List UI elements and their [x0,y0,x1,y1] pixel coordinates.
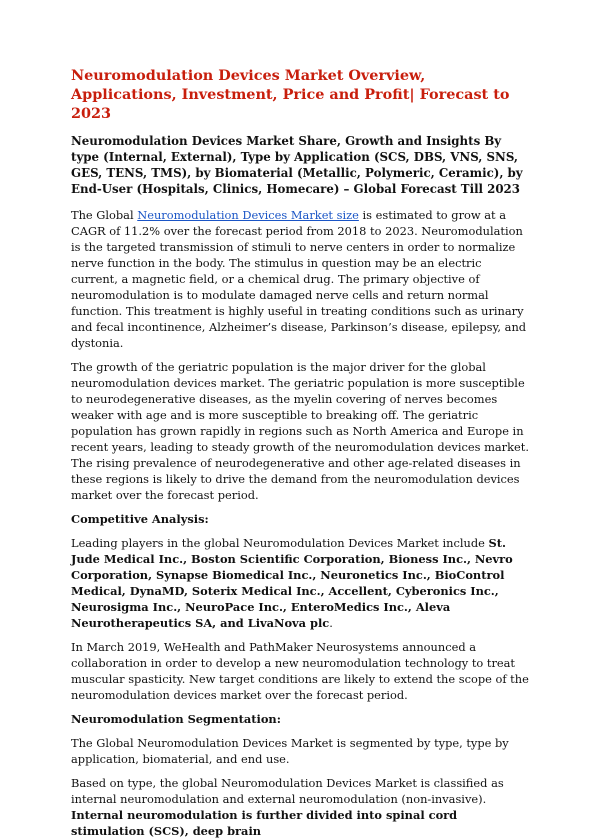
growth-paragraph: The growth of the geriatric population is the major driver for the global neuromodulation devices market. The geriatric population is more susceptible to neurodegenerative diseases, as the myelin covering of nerves becomes weaker with age and is more susceptible to breaking off. The geriatric population has grown rapidly in regions such as North America and Europe in recent years, leading to steady growth of the neuromodulation devices market. The rising prevalence of neurodegenerative and other age-related diseases in these regions is likely to drive the demand from the neuromodulation devices market over the forecast period. [71,360,529,502]
intro-text-before: The Global [71,208,138,222]
intro-text-after: is estimated to grow at a CAGR of 11.2% over the forecast period from 2018 to 2023. Neuromodulation is the targeted transmission of stimuli to nerve centers in order to normalize nerve function in the body. The stimulus in question may be an electric current, a magnetic field, or a chemical drug. The primary objective of neuromodulation is to modulate damaged nerve cells and return normal function. This treatment is highly useful in treating conditions such as urinary and fecal incontinence, Alzheimer’s disease, Parkinson’s disease, epilepsy, and dystonia. [71,208,527,350]
type-text-before: Based on type, the global Neuromodulation Devices Market is classified as internal neuromodulation and external neuromodulation (non-invasive). [71,776,504,806]
collaboration-paragraph: In March 2019, WeHealth and PathMaker Neurosystems announced a collaboration in order to develop a new neuromodulation technology to treat muscular spasticity. New target conditions are likely to extend the scope of the neuromodulation devices market over the forecast period. [71,640,529,702]
document-title: Neuromodulation Devices Market Overview, Applications, Investment, Price and Profit| Forecast to 2023 [71,67,510,122]
segmentation-heading: Neuromodulation Segmentation: [71,712,281,726]
document-subtitle: Neuromodulation Devices Market Share, Growth and Insights By type (Internal, External), Type by Application (SCS, DBS, VNS, SNS, GES, TENS, TMS), by Biomaterial (Metallic, Polymeric, Ceramic), by End-User (Hospitals, Clinics, Homecare) – Global Forecast Till 2023 [71,134,523,196]
players-text-after: . [329,616,333,630]
players-text-before: Leading players in the global Neuromodulation Devices Market include [71,536,489,550]
type-text-bold: Internal neuromodulation is further divided into spinal cord stimulation (SCS), deep brain [71,808,458,838]
intro-paragraph [71,207,530,351]
players-paragraph [71,535,530,631]
segmentation-paragraph: The Global Neuromodulation Devices Market is segmented by type, type by application, biomaterial, and end use. [71,736,509,766]
players-list: St. Jude Medical Inc., Boston Scientific Corporation, Bioness Inc., Nevro Corporation, Synapse Biomedical Inc., Neuronetics Inc., BioControl Medical, DynaMD, Soterix Medical Inc., Accellent, Cyberonics Inc., Neurosigma Inc., NeuroPace Inc., EnteroMedics Inc., Aleva Neurotherapeutics SA, and LivaNova plc [71,536,513,630]
competitive-analysis-heading: Competitive Analysis: [71,512,209,526]
market-size-link[interactable]: Neuromodulation Devices Market size [137,208,359,222]
type-paragraph [71,775,530,839]
